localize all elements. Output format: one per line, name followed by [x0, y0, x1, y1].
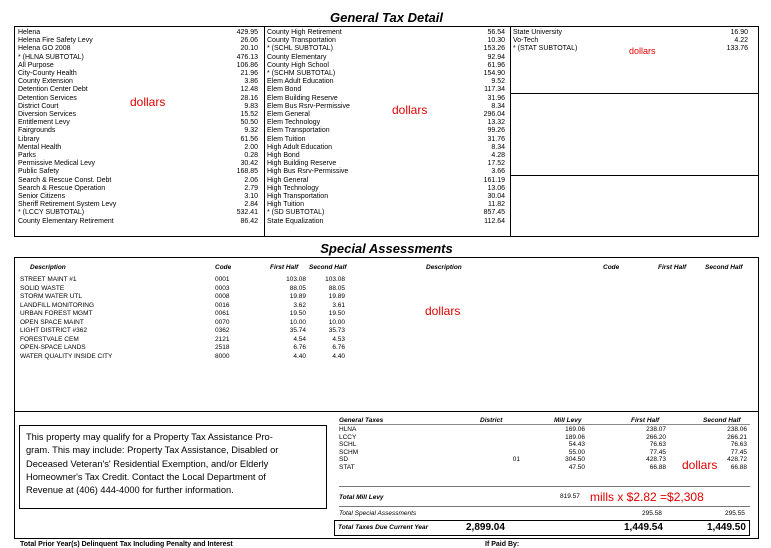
tax-line: [513, 29, 748, 37]
tax-line: [267, 29, 505, 37]
sa-row-second-half: 4.40: [332, 352, 345, 360]
sa-row-code: 0070: [215, 318, 230, 326]
sa-row-first-half: 3.62: [293, 301, 306, 309]
tax-line: [267, 78, 505, 86]
tax-line-value: 2.79: [244, 184, 258, 192]
tax-line-name: Detention Center Debt: [18, 86, 88, 94]
tax-line-value: 28.16: [240, 94, 258, 102]
general-tax-column-1: [18, 29, 258, 226]
sa-row-description: STORM WATER UTL: [20, 293, 82, 300]
sa-row-first-half: 10.00: [289, 318, 306, 326]
tax-line: [267, 160, 505, 168]
tax-line-value: 476.13: [236, 53, 258, 61]
tax-line-name: High General: [267, 176, 309, 184]
tax-line-value: 17.52: [487, 160, 505, 168]
total-special-label: Total Special Assessments: [339, 510, 417, 517]
general-tax-col3-rule-2: [510, 175, 759, 176]
total-special-second: 295.55: [725, 510, 745, 517]
summary-row-first-half: 76.63: [649, 441, 666, 449]
tax-line-value: 12.48: [240, 86, 258, 94]
summary-rule-1: [339, 486, 750, 487]
tax-line: [18, 37, 258, 45]
tax-line: [267, 86, 505, 94]
sa-header-description-right: Description: [426, 264, 462, 271]
tax-line-value: 168.85: [236, 168, 258, 176]
tax-line-value: 8.34: [491, 102, 505, 110]
tax-line-value: 61.96: [487, 61, 505, 69]
summary-row-district: 01: [512, 456, 520, 464]
tax-line-value: 10.30: [487, 37, 505, 45]
special-top-rule: [14, 257, 759, 258]
tax-line-value: 56.54: [487, 29, 505, 36]
tax-line-name: High Bus Rsrv-Permissive: [267, 168, 349, 176]
tax-line: [18, 168, 258, 176]
tax-line-name: District Court: [18, 102, 59, 110]
dollars-annotation-4: dollars: [425, 304, 461, 318]
tax-line: [267, 70, 505, 78]
general-tax-left-border: [14, 26, 15, 237]
tax-line-name: State Equalization: [267, 217, 324, 225]
tax-line: [267, 45, 505, 53]
tax-line-name: City-County Health: [18, 70, 77, 78]
tax-line-name: Elem Bus Rsrv-Permissive: [267, 102, 350, 110]
tax-line-name: * (STAT SUBTOTAL): [513, 45, 578, 53]
tax-line-name: High Bond: [267, 152, 300, 160]
tax-line: [267, 136, 505, 144]
summary-header-rule: [339, 424, 750, 425]
sa-header-first-half: First Half: [270, 264, 299, 271]
summary-row-mill-levy: 304.50: [565, 456, 585, 464]
tax-line-name: Elem Building Reserve: [267, 94, 338, 102]
tax-line-name: Vo-Tech: [513, 37, 539, 45]
tax-line-value: 3.66: [491, 168, 505, 176]
tax-line-value: 13.32: [487, 119, 505, 127]
tax-line-value: 11.82: [488, 201, 505, 209]
summary-row-name: SCHL: [339, 441, 357, 449]
tax-line: [267, 127, 505, 135]
dollars-annotation-1: dollars: [130, 95, 166, 109]
summary-row-mill-levy: 189.06: [565, 433, 585, 441]
tax-line-name: Search & Rescue Operation: [18, 184, 106, 192]
total-due-second: 1,449.50: [707, 522, 746, 533]
tax-line-name: Public Safety: [18, 168, 59, 176]
tax-line-value: 532.41: [236, 209, 258, 217]
tax-line-name: High Building Reserve: [267, 160, 337, 168]
summary-row-mill-levy: 169.06: [565, 426, 585, 433]
summary-row-mill-levy: 47.50: [568, 464, 585, 471]
tax-line-name: County Elementary Retirement: [18, 217, 114, 225]
tax-line: [18, 45, 258, 53]
sa-row-first-half: 6.76: [293, 344, 306, 351]
sa-row-second-half: 4.53: [332, 335, 345, 343]
dollars-annotation-3: dollars: [629, 46, 656, 56]
tax-line-name: * (HLNA SUBTOTAL): [18, 53, 84, 61]
tax-line-value: 153.26: [483, 45, 505, 53]
sa-row-code: 0008: [215, 293, 230, 300]
tax-line: [267, 103, 505, 111]
sa-row-code: 0016: [215, 301, 230, 309]
tax-line-value: 20.10: [240, 45, 258, 53]
tax-line-value: 16.90: [730, 29, 748, 36]
summary-row-first-half: 428.73: [646, 456, 666, 464]
general-tax-bottom-rule: [14, 236, 759, 237]
summary-bottom-rule: [14, 538, 759, 539]
sa-row-code: 2121: [215, 335, 230, 343]
summary-row-name: HLNA: [339, 426, 357, 433]
sa-header-second-half: Second Half: [309, 264, 347, 271]
tax-line-name: County Elementary: [267, 53, 327, 61]
sa-row-code: 0001: [215, 276, 230, 283]
tax-line-value: 106.86: [236, 61, 258, 69]
tax-line-name: High Technology: [267, 184, 319, 192]
tax-line: [18, 54, 258, 62]
tax-line-name: Helena Fire Safety Levy: [18, 37, 93, 45]
footer-delinquent-label: Total Prior Year(s) Delinquent Tax Including Penalty and Interest: [20, 541, 233, 548]
tax-line-value: 50.50: [240, 119, 258, 127]
sa-row-first-half: 88.05: [289, 284, 306, 292]
tax-line-name: Mental Health: [18, 143, 62, 151]
sa-row-second-half: 3.61: [332, 301, 345, 309]
sa-row-first-half: 4.54: [293, 335, 306, 343]
sa-row-description: OPEN SPACE MAINT: [20, 318, 84, 326]
sa-row-code: 0061: [215, 310, 230, 317]
tax-line-value: 117.34: [484, 86, 505, 94]
tax-line-name: State University: [513, 29, 563, 36]
tax-line: [267, 168, 505, 176]
summary-header-first-half: First Half: [631, 417, 660, 424]
sa-row-code: 0362: [215, 327, 230, 334]
special-assessments-title: Special Assessments: [320, 241, 453, 256]
sa-row-second-half: 19.89: [328, 293, 345, 300]
tax-line: [18, 144, 258, 152]
tax-line: [18, 185, 258, 193]
general-tax-top-rule: [14, 26, 759, 27]
general-tax-column-2: [267, 29, 505, 226]
tax-line-name: Library: [18, 135, 40, 143]
total-due-first: 1,449.54: [624, 522, 663, 533]
general-tax-col3-rule-1: [510, 93, 759, 94]
sa-header-code-right: Code: [603, 264, 620, 271]
tax-line-name: High Transportation: [267, 193, 329, 201]
summary-row-first-half: 238.07: [646, 426, 666, 433]
sa-header-description: Description: [30, 264, 66, 271]
tax-line: [267, 185, 505, 193]
total-mill-levy-value: 819.57: [560, 493, 580, 500]
summary-row-mill-levy: 55.00: [568, 448, 585, 456]
tax-line: [267, 193, 505, 201]
sa-header-first-half-right: First Half: [658, 264, 687, 271]
tax-line-name: Elem Transportation: [267, 127, 330, 135]
tax-line-value: 15.52: [240, 111, 258, 119]
tax-line-value: 2.00: [244, 143, 258, 151]
tax-line-name: Elem Tuition: [267, 135, 306, 143]
tax-line-name: Permissive Medical Levy: [18, 160, 96, 168]
tax-line-value: 26.06: [240, 37, 258, 45]
tax-line-name: Helena: [18, 29, 41, 36]
summary-row-second-half: 238.06: [727, 426, 747, 433]
tax-line-value: 3.10: [244, 193, 258, 201]
tax-line: [18, 78, 258, 86]
dollars-annotation-2: dollars: [392, 103, 428, 117]
tax-line-name: Entitlement Levy: [18, 119, 70, 127]
tax-line-value: 8.34: [491, 143, 505, 151]
tax-line-value: 2.84: [244, 201, 258, 209]
tax-line-value: 92.94: [487, 53, 505, 61]
tax-line: [18, 160, 258, 168]
tax-line: [18, 152, 258, 160]
tax-line-name: * (SCHL SUBTOTAL): [267, 45, 333, 53]
tax-line-name: High Adult Education: [267, 143, 332, 151]
tax-line: [267, 177, 505, 185]
summary-row-first-half: 66.88: [649, 464, 666, 471]
tax-line-name: Elem Adult Education: [267, 78, 334, 86]
summary-rule-2: [339, 506, 750, 507]
mills-note-annotation: mills x $2.82 =$2,308: [590, 490, 704, 504]
tax-line-name: All Purpose: [18, 61, 54, 69]
tax-line-name: Senior Citizens: [18, 193, 66, 201]
tax-line-name: Fairgrounds: [18, 127, 56, 135]
summary-row-first-half: 77.45: [649, 448, 666, 456]
tax-line: [267, 95, 505, 103]
sa-row-first-half: 4.40: [293, 352, 306, 360]
tax-line-value: 112.64: [484, 217, 505, 225]
tax-line: [18, 136, 258, 144]
sa-row-second-half: 103.08: [325, 276, 345, 283]
notice-line: Deceased Veteran's' Residential Exemption, and/or Elderly: [26, 458, 269, 469]
summary-header-district: District: [480, 417, 503, 424]
tax-line-value: 3.86: [244, 78, 258, 86]
tax-line: [513, 37, 748, 45]
notice-line: gram. This may include: Property Tax Assistance, Disabled or: [26, 445, 279, 456]
tax-line: [18, 209, 258, 217]
tax-line: [18, 119, 258, 127]
dollars-annotation-5: dollars: [682, 458, 718, 472]
tax-line-value: 4.28: [491, 152, 505, 160]
general-tax-divider-2: [510, 26, 511, 237]
tax-line-name: High Tuition: [267, 201, 304, 209]
tax-line: [267, 201, 505, 209]
sa-row-second-half: 6.76: [332, 344, 345, 351]
tax-line: [267, 152, 505, 160]
tax-line: [267, 209, 505, 217]
tax-line-value: 99.26: [487, 127, 505, 135]
sa-row-second-half: 10.00: [328, 318, 345, 326]
total-special-first: 295.58: [642, 510, 662, 517]
tax-line-name: Helena GO 2008: [18, 45, 71, 53]
tax-line: [18, 193, 258, 201]
tax-line-value: 13.06: [487, 184, 505, 192]
sa-row-code: 0003: [215, 284, 230, 292]
tax-line-value: 9.52: [491, 78, 505, 86]
tax-line-value: 0.28: [244, 152, 258, 160]
tax-line: [18, 111, 258, 119]
tax-line-value: 429.95: [236, 29, 258, 36]
summary-row-mill-levy: 54.43: [568, 441, 585, 449]
sa-row-second-half: 35.73: [328, 327, 345, 334]
summary-row-second-half: 76.63: [730, 441, 747, 449]
summary-row-name: SD: [339, 456, 349, 464]
tax-line-name: Diversion Services: [18, 111, 76, 119]
tax-line: [18, 29, 258, 37]
notice-line: Homeowner's Tax Credit. Contact the Local Department of: [26, 471, 266, 482]
tax-line-name: Elem Bond: [267, 86, 302, 94]
sa-row-description: SOLID WASTE: [20, 284, 65, 292]
summary-header-second-half: Second Half: [703, 417, 741, 424]
tax-line-value: 4.22: [734, 37, 748, 45]
summary-row-second-half: 66.88: [730, 464, 747, 471]
tax-line: [18, 218, 258, 226]
sa-header-code: Code: [215, 264, 232, 271]
summary-row-name: STAT: [339, 464, 355, 471]
total-mill-levy-label: Total Mill Levy: [339, 494, 384, 501]
sa-row-description: STREET MAINT #1: [20, 276, 77, 283]
tax-line-name: * (SD SUBTOTAL): [267, 209, 325, 217]
tax-line-value: 296.04: [483, 111, 505, 119]
notice-line: This property may qualify for a Property Tax Assistance Pro-: [26, 432, 273, 442]
tax-line: [267, 37, 505, 45]
general-tax-title: General Tax Detail: [330, 10, 443, 25]
tax-line: [267, 144, 505, 152]
sa-row-first-half: 103.08: [286, 276, 306, 283]
tax-line: [18, 127, 258, 135]
tax-line-value: 161.19: [483, 176, 505, 184]
summary-row-name: LCCY: [339, 433, 357, 441]
tax-line-name: Detention Services: [18, 94, 77, 102]
sa-row-description: LIGHT DISTRICT #362: [20, 327, 87, 334]
tax-line-name: County High Retirement: [267, 29, 342, 36]
tax-line-name: Search & Rescue Const. Debt: [18, 176, 112, 184]
tax-line: [267, 218, 505, 226]
sa-row-code: 8000: [215, 352, 230, 360]
footer-if-paid-by: If Paid By:: [485, 541, 520, 548]
sa-row-first-half: 19.89: [289, 293, 306, 300]
special-right-border: [758, 257, 759, 539]
tax-line: [18, 177, 258, 185]
tax-line-value: 31.96: [487, 94, 505, 102]
tax-line: [267, 54, 505, 62]
tax-assistance-notice: [19, 425, 327, 509]
tax-line-value: 154.90: [483, 70, 505, 78]
notice-line: Revenue at (406) 444-4000 for further information.: [26, 485, 234, 496]
summary-row-first-half: 266.20: [646, 433, 666, 441]
tax-line-value: 30.42: [240, 160, 258, 168]
tax-line-name: Parks: [18, 152, 36, 160]
sa-row-code: 2518: [215, 344, 230, 351]
tax-line-value: 30.04: [487, 193, 505, 201]
summary-row-second-half: 77.45: [730, 448, 747, 456]
summary-row-second-half: 428.72: [727, 456, 747, 464]
tax-line-value: 2.06: [244, 176, 258, 184]
tax-line: [18, 201, 258, 209]
tax-line-value: 61.56: [240, 135, 258, 143]
tax-line-value: 9.83: [244, 102, 258, 110]
tax-line-name: Elem General: [267, 111, 310, 119]
tax-line: [18, 70, 258, 78]
summary-row-second-half: 266.21: [727, 433, 747, 441]
tax-line-name: County Extension: [18, 78, 73, 86]
sa-row-description: FORESTVALE CEM: [20, 335, 79, 343]
tax-line: [267, 62, 505, 70]
tax-line-value: 31.76: [487, 135, 505, 143]
sa-row-second-half: 88.05: [328, 284, 345, 292]
tax-line: [267, 111, 505, 119]
tax-line-name: * (LCCY SUBTOTAL): [18, 209, 85, 217]
tax-line-name: Sheriff Retirement System Levy: [18, 201, 117, 209]
sa-row-description: WATER QUALITY INSIDE CITY: [20, 352, 113, 360]
tax-line-name: Elem Technology: [267, 119, 321, 127]
sa-row-first-half: 19.50: [289, 310, 306, 317]
sa-header-second-half-right: Second Half: [705, 264, 743, 271]
tax-line-value: 86.42: [240, 217, 258, 225]
tax-line: [18, 86, 258, 94]
tax-line: [18, 62, 258, 70]
summary-header-general-taxes: General Taxes: [339, 417, 384, 424]
total-due-value: 2,899.04: [466, 522, 505, 533]
special-left-border: [14, 257, 15, 539]
sa-row-first-half: 35.74: [289, 327, 306, 334]
tax-line-value: 133.76: [726, 45, 748, 53]
tax-line-name: County Transportation: [267, 37, 336, 45]
tax-line-value: 9.32: [244, 127, 258, 135]
general-tax-right-border: [758, 26, 759, 237]
tax-line: [267, 119, 505, 127]
sa-row-description: URBAN FOREST MGMT: [20, 310, 93, 317]
sa-row-description: OPEN-SPACE LANDS: [20, 344, 86, 351]
general-tax-divider-1: [264, 26, 265, 237]
sa-row-second-half: 19.50: [328, 310, 345, 317]
tax-line-value: 857.45: [483, 209, 505, 217]
tax-line-name: * (SCHM SUBTOTAL): [267, 70, 336, 78]
summary-row-name: SCHM: [339, 448, 359, 456]
special-bottom-rule: [14, 411, 759, 412]
tax-line-name: County High School: [267, 61, 329, 69]
total-due-label: Total Taxes Due Current Year: [338, 524, 429, 531]
sa-row-description: LANDFILL MONITORING: [20, 301, 95, 309]
tax-line-value: 21.96: [240, 70, 258, 78]
summary-header-mill-levy: Mill Levy: [554, 417, 582, 424]
